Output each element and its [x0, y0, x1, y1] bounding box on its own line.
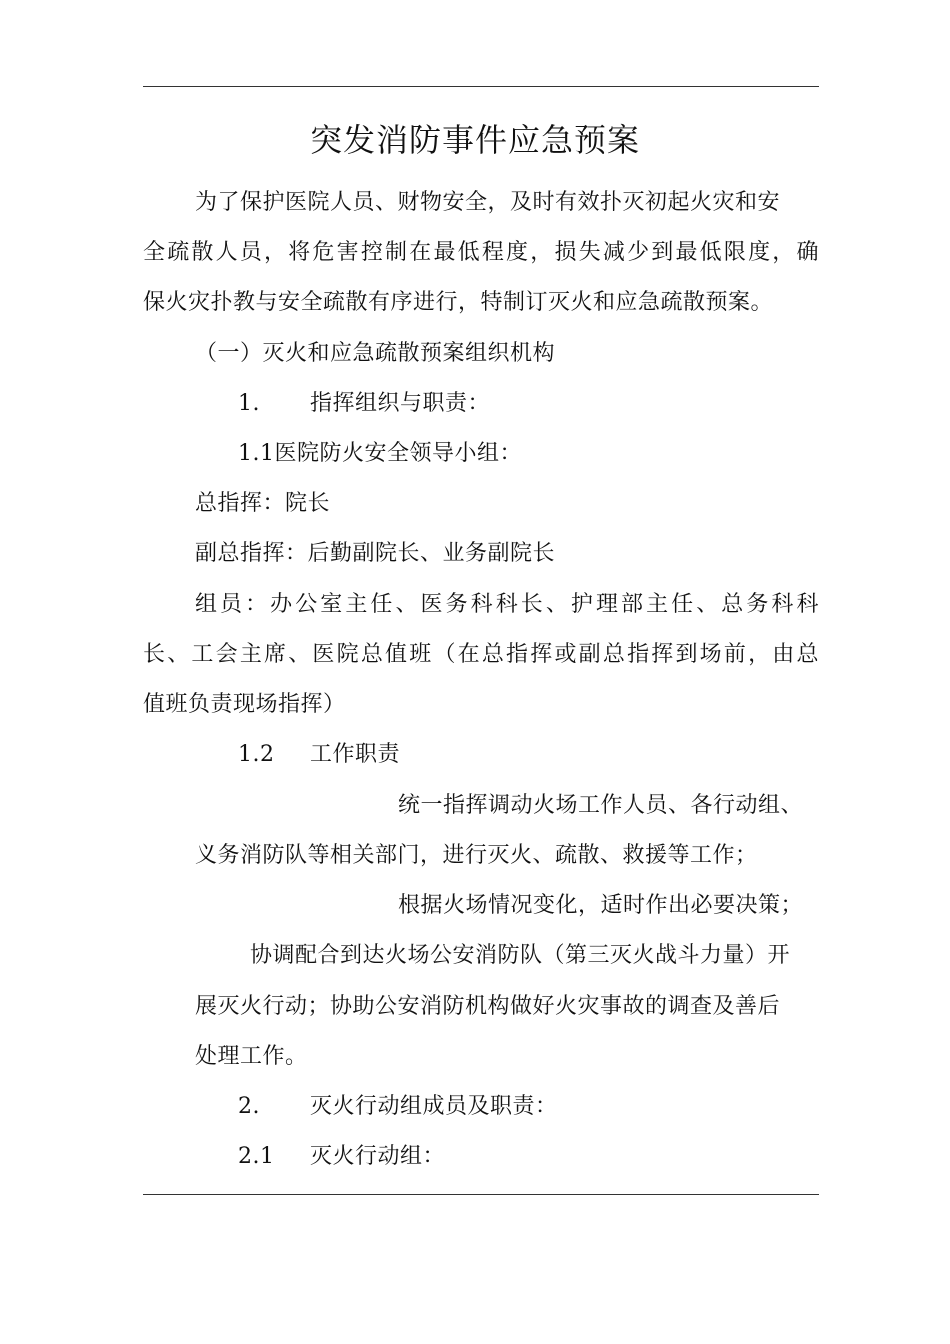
duty-3-line-2: 展灭火行动；协助公安消防机构做好火灾事故的调查及善后 [195, 994, 781, 1019]
item-2-text: 灭火行动组成员及职责： [310, 1094, 558, 1119]
item-2-number: 2. [238, 1094, 260, 1119]
header-rule [143, 86, 819, 87]
item-1-number: 1. [238, 391, 260, 416]
item-2 [238, 1092, 558, 1122]
section-heading: （一）灭火和应急疏散预案组织机构 [195, 341, 556, 366]
intro-line-3: 保火灾扑教与安全疏散有序进行，特制订灭火和应急疏散预案。 [143, 290, 774, 315]
item-1-text: 指挥组织与职责： [310, 391, 491, 416]
members-line-1-text: 组员：办公室主任、医务科科长、护理部主任、总务科科 [195, 592, 819, 617]
footer-rule [143, 1194, 819, 1195]
members-line-1 [195, 590, 819, 620]
item-2-1-number: 2.1 [238, 1144, 275, 1169]
intro-line-2-text: 全疏散人员，将危害控制在最低程度，损失减少到最低限度，确 [143, 240, 819, 265]
duty-3-line-3: 处理工作。 [195, 1044, 308, 1069]
item-1-2 [238, 740, 400, 770]
item-2-1 [238, 1142, 445, 1172]
item-1-2-number: 1.2 [238, 742, 275, 767]
members-line-3: 值班负责现场指挥） [143, 692, 346, 717]
deputy-commander: 副总指挥：后勤副院长、业务副院长 [195, 541, 556, 566]
duty-1-line-1: 统一指挥调动火场工作人员、各行动组、 [398, 793, 804, 818]
document-title: 突发消防事件应急预案 [309, 121, 640, 159]
item-2-1-text: 灭火行动组： [310, 1144, 446, 1169]
duty-1-line-2: 义务消防队等相关部门，进行灭火、疏散、救援等工作； [195, 843, 758, 868]
item-1 [238, 389, 490, 419]
duty-3-line-1: 协调配合到达火场公安消防队（第三灭火战斗力量）开 [250, 943, 791, 968]
duty-2: 根据火场情况变化，适时作出必要决策； [398, 893, 804, 918]
item-1-1: 1.1医院防火安全领导小组： [238, 441, 522, 466]
members-line-2-text: 长、工会主席、医院总值班（在总指挥或副总指挥到场前，由总 [143, 642, 819, 667]
intro-line-2 [143, 238, 819, 268]
intro-line-1: 为了保护医院人员、财物安全，及时有效扑灭初起火灾和安 [195, 190, 781, 215]
item-1-2-text: 工作职责 [310, 742, 401, 767]
members-line-2 [143, 640, 819, 670]
commander: 总指挥：院长 [195, 491, 331, 516]
